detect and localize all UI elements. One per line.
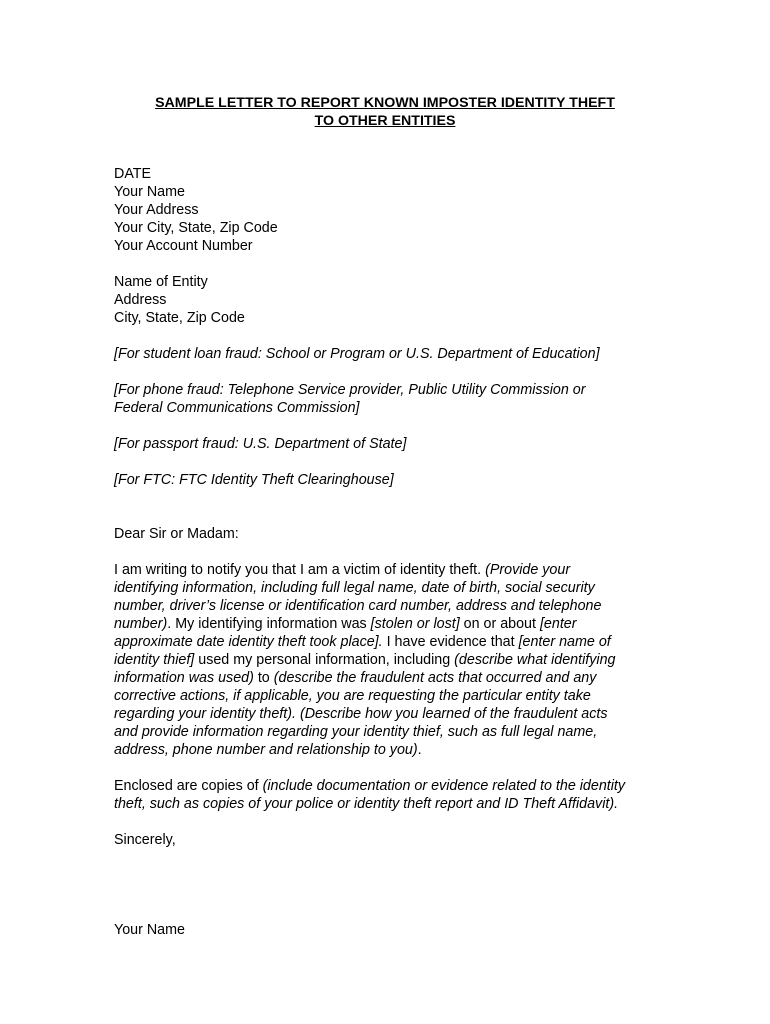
letter-title bbox=[0, 94, 770, 130]
para2-line-2: theft, such as copies of your police or identity theft report and ID Theft Affidavit). bbox=[114, 796, 619, 812]
recipient-block bbox=[114, 273, 674, 327]
sender-date: DATE bbox=[114, 166, 152, 182]
para1-line-6: identity thief] used my personal information, including (describe what identifying bbox=[114, 652, 616, 668]
note-ftc: [For FTC: FTC Identity Theft Clearinghouse] bbox=[114, 472, 394, 488]
paragraph-2 bbox=[114, 777, 674, 813]
letter-body bbox=[114, 165, 674, 939]
note-student-loan: [For student loan fraud: School or Program or U.S. Department of Education] bbox=[114, 346, 600, 362]
para1-line-2: identifying information, including full legal name, date of birth, social security bbox=[114, 580, 595, 596]
para1-line-10: and provide information regarding your identity thief, such as full legal name, bbox=[114, 724, 598, 740]
salutation: Dear Sir or Madam: bbox=[114, 526, 239, 542]
paragraph-1 bbox=[114, 561, 674, 759]
para1-line-3: number, driver’s license or identification card number, address and telephone bbox=[114, 598, 602, 614]
recipient-city-state-zip: City, State, Zip Code bbox=[114, 310, 245, 326]
sender-address: Your Address bbox=[114, 202, 199, 218]
sender-block bbox=[114, 165, 674, 255]
para1-line-7: information was used) to (describe the fraudulent acts that occurred and any bbox=[114, 670, 597, 686]
recipient-entity: Name of Entity bbox=[114, 274, 208, 290]
sender-account-number: Your Account Number bbox=[114, 238, 253, 254]
para1-line-8: corrective actions, if applicable, you are requesting the particular entity take bbox=[114, 688, 591, 704]
signature-name: Your Name bbox=[114, 922, 185, 938]
para1-line-5: approximate date identity theft took place]. I have evidence that [enter name of bbox=[114, 634, 611, 650]
para1-line-9: regarding your identity theft). (Describe how you learned of the fraudulent acts bbox=[114, 706, 608, 722]
note-passport: [For passport fraud: U.S. Department of State] bbox=[114, 436, 407, 452]
recipient-address: Address bbox=[114, 292, 167, 308]
para1-line-1: I am writing to notify you that I am a victim of identity theft. (Provide your bbox=[114, 562, 571, 578]
para1-line-11: address, phone number and relationship to you). bbox=[114, 742, 422, 758]
title-line-1: SAMPLE LETTER TO REPORT KNOWN IMPOSTER IDENTITY THEFT bbox=[155, 95, 615, 111]
sender-city-state-zip: Your City, State, Zip Code bbox=[114, 220, 278, 236]
title-line-2: TO OTHER ENTITIES bbox=[314, 113, 456, 129]
para2-line-1: Enclosed are copies of (include documentation or evidence related to the identity bbox=[114, 778, 626, 794]
sender-name: Your Name bbox=[114, 184, 185, 200]
para1-line-4: number). My identifying information was [stolen or lost] on or about [enter bbox=[114, 616, 577, 632]
note-phone-line-2: Federal Communications Commission] bbox=[114, 400, 360, 416]
note-phone-line-1: [For phone fraud: Telephone Service provider, Public Utility Commission or bbox=[114, 382, 586, 398]
closing: Sincerely, bbox=[114, 832, 176, 848]
note-phone bbox=[114, 381, 674, 417]
